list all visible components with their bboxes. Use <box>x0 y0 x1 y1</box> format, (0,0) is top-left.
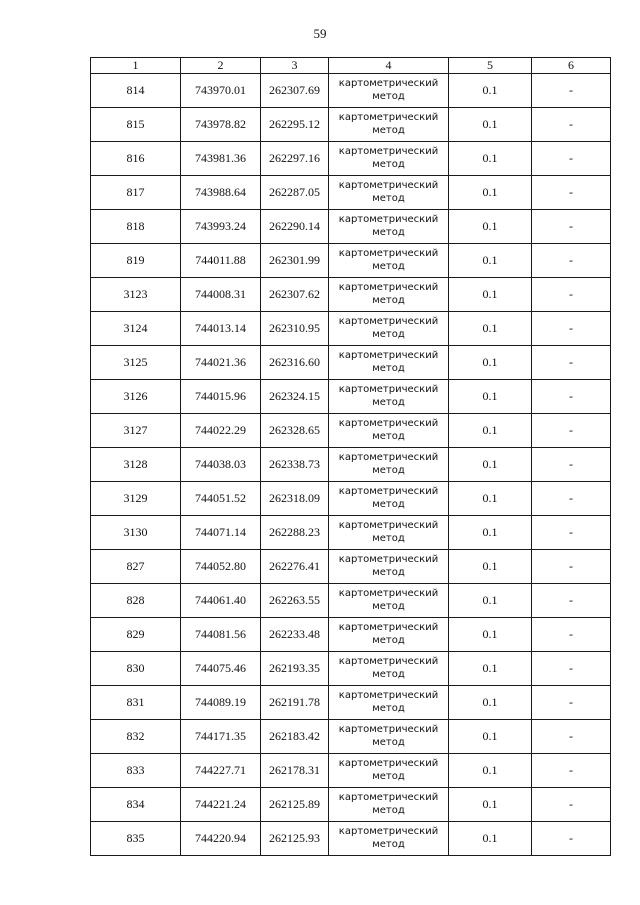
accuracy-cell: 0.1 <box>449 108 532 142</box>
note-cell: - <box>532 312 611 346</box>
x-coordinate-cell: 744075.46 <box>181 652 261 686</box>
x-coordinate-cell: 744220.94 <box>181 822 261 856</box>
method-line-2: метод <box>372 260 405 272</box>
method-cell <box>329 686 449 720</box>
note-cell: - <box>532 142 611 176</box>
method-cell <box>329 516 449 550</box>
point-number-cell: 816 <box>91 142 181 176</box>
point-number-cell: 835 <box>91 822 181 856</box>
method-line-2: метод <box>372 158 405 170</box>
column-header-5: 5 <box>449 58 532 74</box>
method-cell <box>329 720 449 754</box>
point-number-cell: 3123 <box>91 278 181 312</box>
method-cell <box>329 312 449 346</box>
method-line-2: метод <box>372 430 405 442</box>
method-cell <box>329 210 449 244</box>
note-cell: - <box>532 108 611 142</box>
table-row <box>91 584 611 618</box>
method-cell <box>329 142 449 176</box>
x-coordinate-cell: 744061.40 <box>181 584 261 618</box>
table-row <box>91 652 611 686</box>
method-cell <box>329 244 449 278</box>
table-row <box>91 516 611 550</box>
method-cell <box>329 380 449 414</box>
method-cell <box>329 346 449 380</box>
method-line-2: метод <box>372 90 405 102</box>
note-cell: - <box>532 516 611 550</box>
y-coordinate-cell: 262328.65 <box>261 414 329 448</box>
method-line-1: картометрический <box>338 451 439 463</box>
table-row <box>91 108 611 142</box>
y-coordinate-cell: 262307.62 <box>261 278 329 312</box>
table-body <box>91 74 611 856</box>
method-cell <box>329 482 449 516</box>
point-number-cell: 828 <box>91 584 181 618</box>
x-coordinate-cell: 743993.24 <box>181 210 261 244</box>
method-line-1: картометрический <box>338 825 439 837</box>
table-row <box>91 482 611 516</box>
column-header-4: 4 <box>329 58 449 74</box>
accuracy-cell: 0.1 <box>449 414 532 448</box>
x-coordinate-cell: 743981.36 <box>181 142 261 176</box>
point-number-cell: 3127 <box>91 414 181 448</box>
note-cell: - <box>532 652 611 686</box>
y-coordinate-cell: 262125.89 <box>261 788 329 822</box>
coordinates-table <box>90 57 611 856</box>
point-number-cell: 831 <box>91 686 181 720</box>
column-header-6: 6 <box>532 58 611 74</box>
method-cell <box>329 414 449 448</box>
method-line-1: картометрический <box>338 689 439 701</box>
accuracy-cell: 0.1 <box>449 754 532 788</box>
accuracy-cell: 0.1 <box>449 210 532 244</box>
method-cell <box>329 108 449 142</box>
note-cell: - <box>532 720 611 754</box>
method-line-1: картометрический <box>338 519 439 531</box>
accuracy-cell: 0.1 <box>449 176 532 210</box>
method-line-2: метод <box>372 294 405 306</box>
note-cell: - <box>532 74 611 108</box>
method-line-2: метод <box>372 804 405 816</box>
method-line-1: картометрический <box>338 791 439 803</box>
method-line-2: метод <box>372 532 405 544</box>
y-coordinate-cell: 262125.93 <box>261 822 329 856</box>
method-cell <box>329 176 449 210</box>
table-row <box>91 244 611 278</box>
point-number-cell: 817 <box>91 176 181 210</box>
y-coordinate-cell: 262290.14 <box>261 210 329 244</box>
point-number-cell: 819 <box>91 244 181 278</box>
method-line-1: картометрический <box>338 587 439 599</box>
method-line-2: метод <box>372 396 405 408</box>
method-cell <box>329 754 449 788</box>
y-coordinate-cell: 262191.78 <box>261 686 329 720</box>
point-number-cell: 827 <box>91 550 181 584</box>
method-line-1: картометрический <box>338 281 439 293</box>
method-line-1: картометрический <box>338 349 439 361</box>
column-header-3: 3 <box>261 58 329 74</box>
method-line-1: картометрический <box>338 655 439 667</box>
y-coordinate-cell: 262318.09 <box>261 482 329 516</box>
method-line-1: картометрический <box>338 111 439 123</box>
method-line-1: картометрический <box>338 213 439 225</box>
y-coordinate-cell: 262233.48 <box>261 618 329 652</box>
method-line-2: метод <box>372 600 405 612</box>
point-number-cell: 3130 <box>91 516 181 550</box>
method-line-1: картометрический <box>338 485 439 497</box>
table-row <box>91 686 611 720</box>
point-number-cell: 3126 <box>91 380 181 414</box>
method-cell <box>329 278 449 312</box>
y-coordinate-cell: 262316.60 <box>261 346 329 380</box>
accuracy-cell: 0.1 <box>449 278 532 312</box>
method-line-2: метод <box>372 498 405 510</box>
y-coordinate-cell: 262193.35 <box>261 652 329 686</box>
method-line-2: метод <box>372 192 405 204</box>
method-line-1: картометрический <box>338 247 439 259</box>
note-cell: - <box>532 448 611 482</box>
method-line-2: метод <box>372 770 405 782</box>
note-cell: - <box>532 584 611 618</box>
accuracy-cell: 0.1 <box>449 482 532 516</box>
y-coordinate-cell: 262178.31 <box>261 754 329 788</box>
x-coordinate-cell: 743970.01 <box>181 74 261 108</box>
note-cell: - <box>532 346 611 380</box>
method-line-2: метод <box>372 226 405 238</box>
page-number: 59 <box>313 26 327 41</box>
method-line-1: картометрический <box>338 77 439 89</box>
note-cell: - <box>532 278 611 312</box>
method-cell <box>329 550 449 584</box>
y-coordinate-cell: 262338.73 <box>261 448 329 482</box>
y-coordinate-cell: 262263.55 <box>261 584 329 618</box>
method-line-2: метод <box>372 668 405 680</box>
method-line-2: метод <box>372 124 405 136</box>
x-coordinate-cell: 744171.35 <box>181 720 261 754</box>
point-number-cell: 834 <box>91 788 181 822</box>
method-cell <box>329 74 449 108</box>
point-number-cell: 830 <box>91 652 181 686</box>
note-cell: - <box>532 210 611 244</box>
method-cell <box>329 652 449 686</box>
method-cell <box>329 584 449 618</box>
x-coordinate-cell: 744221.24 <box>181 788 261 822</box>
y-coordinate-cell: 262287.05 <box>261 176 329 210</box>
column-header-1: 1 <box>91 58 181 74</box>
y-coordinate-cell: 262297.16 <box>261 142 329 176</box>
method-line-1: картометрический <box>338 723 439 735</box>
point-number-cell: 814 <box>91 74 181 108</box>
x-coordinate-cell: 744011.88 <box>181 244 261 278</box>
point-number-cell: 829 <box>91 618 181 652</box>
table-row <box>91 278 611 312</box>
x-coordinate-cell: 744015.96 <box>181 380 261 414</box>
point-number-cell: 3124 <box>91 312 181 346</box>
method-cell <box>329 618 449 652</box>
accuracy-cell: 0.1 <box>449 584 532 618</box>
table-row <box>91 448 611 482</box>
accuracy-cell: 0.1 <box>449 244 532 278</box>
table-row <box>91 754 611 788</box>
accuracy-cell: 0.1 <box>449 686 532 720</box>
method-line-1: картометрический <box>338 179 439 191</box>
note-cell: - <box>532 618 611 652</box>
accuracy-cell: 0.1 <box>449 312 532 346</box>
x-coordinate-cell: 743988.64 <box>181 176 261 210</box>
accuracy-cell: 0.1 <box>449 516 532 550</box>
method-line-2: метод <box>372 634 405 646</box>
method-line-1: картометрический <box>338 417 439 429</box>
method-line-1: картометрический <box>338 621 439 633</box>
y-coordinate-cell: 262324.15 <box>261 380 329 414</box>
point-number-cell: 818 <box>91 210 181 244</box>
y-coordinate-cell: 262301.99 <box>261 244 329 278</box>
point-number-cell: 832 <box>91 720 181 754</box>
method-line-1: картометрический <box>338 383 439 395</box>
method-line-1: картометрический <box>338 757 439 769</box>
accuracy-cell: 0.1 <box>449 652 532 686</box>
method-line-2: метод <box>372 702 405 714</box>
table-row <box>91 720 611 754</box>
table-row <box>91 210 611 244</box>
method-line-1: картометрический <box>338 145 439 157</box>
point-number-cell: 3128 <box>91 448 181 482</box>
accuracy-cell: 0.1 <box>449 346 532 380</box>
x-coordinate-cell: 744022.29 <box>181 414 261 448</box>
table-row <box>91 176 611 210</box>
note-cell: - <box>532 788 611 822</box>
table-row <box>91 74 611 108</box>
method-line-2: метод <box>372 736 405 748</box>
x-coordinate-cell: 744052.80 <box>181 550 261 584</box>
accuracy-cell: 0.1 <box>449 720 532 754</box>
method-cell <box>329 448 449 482</box>
note-cell: - <box>532 482 611 516</box>
table-row <box>91 380 611 414</box>
note-cell: - <box>532 244 611 278</box>
table-row <box>91 618 611 652</box>
table-row <box>91 414 611 448</box>
table-row <box>91 142 611 176</box>
note-cell: - <box>532 686 611 720</box>
method-cell <box>329 822 449 856</box>
accuracy-cell: 0.1 <box>449 142 532 176</box>
table-row <box>91 788 611 822</box>
method-line-1: картометрический <box>338 553 439 565</box>
method-line-2: метод <box>372 362 405 374</box>
y-coordinate-cell: 262310.95 <box>261 312 329 346</box>
method-line-2: метод <box>372 566 405 578</box>
y-coordinate-cell: 262276.41 <box>261 550 329 584</box>
accuracy-cell: 0.1 <box>449 618 532 652</box>
note-cell: - <box>532 754 611 788</box>
method-line-2: метод <box>372 328 405 340</box>
table-row <box>91 822 611 856</box>
table-row <box>91 312 611 346</box>
accuracy-cell: 0.1 <box>449 788 532 822</box>
method-line-2: метод <box>372 838 405 850</box>
point-number-cell: 3125 <box>91 346 181 380</box>
x-coordinate-cell: 743978.82 <box>181 108 261 142</box>
accuracy-cell: 0.1 <box>449 822 532 856</box>
x-coordinate-cell: 744021.36 <box>181 346 261 380</box>
note-cell: - <box>532 550 611 584</box>
y-coordinate-cell: 262288.23 <box>261 516 329 550</box>
accuracy-cell: 0.1 <box>449 380 532 414</box>
note-cell: - <box>532 822 611 856</box>
x-coordinate-cell: 744038.03 <box>181 448 261 482</box>
point-number-cell: 833 <box>91 754 181 788</box>
note-cell: - <box>532 176 611 210</box>
accuracy-cell: 0.1 <box>449 550 532 584</box>
note-cell: - <box>532 414 611 448</box>
accuracy-cell: 0.1 <box>449 448 532 482</box>
y-coordinate-cell: 262307.69 <box>261 74 329 108</box>
table-header-row <box>91 58 611 74</box>
y-coordinate-cell: 262183.42 <box>261 720 329 754</box>
x-coordinate-cell: 744081.56 <box>181 618 261 652</box>
x-coordinate-cell: 744008.31 <box>181 278 261 312</box>
x-coordinate-cell: 744227.71 <box>181 754 261 788</box>
table-row <box>91 346 611 380</box>
method-line-2: метод <box>372 464 405 476</box>
x-coordinate-cell: 744071.14 <box>181 516 261 550</box>
point-number-cell: 3129 <box>91 482 181 516</box>
table-row <box>91 550 611 584</box>
column-header-2: 2 <box>181 58 261 74</box>
y-coordinate-cell: 262295.12 <box>261 108 329 142</box>
method-line-1: картометрический <box>338 315 439 327</box>
method-cell <box>329 788 449 822</box>
accuracy-cell: 0.1 <box>449 74 532 108</box>
x-coordinate-cell: 744089.19 <box>181 686 261 720</box>
x-coordinate-cell: 744051.52 <box>181 482 261 516</box>
point-number-cell: 815 <box>91 108 181 142</box>
note-cell: - <box>532 380 611 414</box>
x-coordinate-cell: 744013.14 <box>181 312 261 346</box>
